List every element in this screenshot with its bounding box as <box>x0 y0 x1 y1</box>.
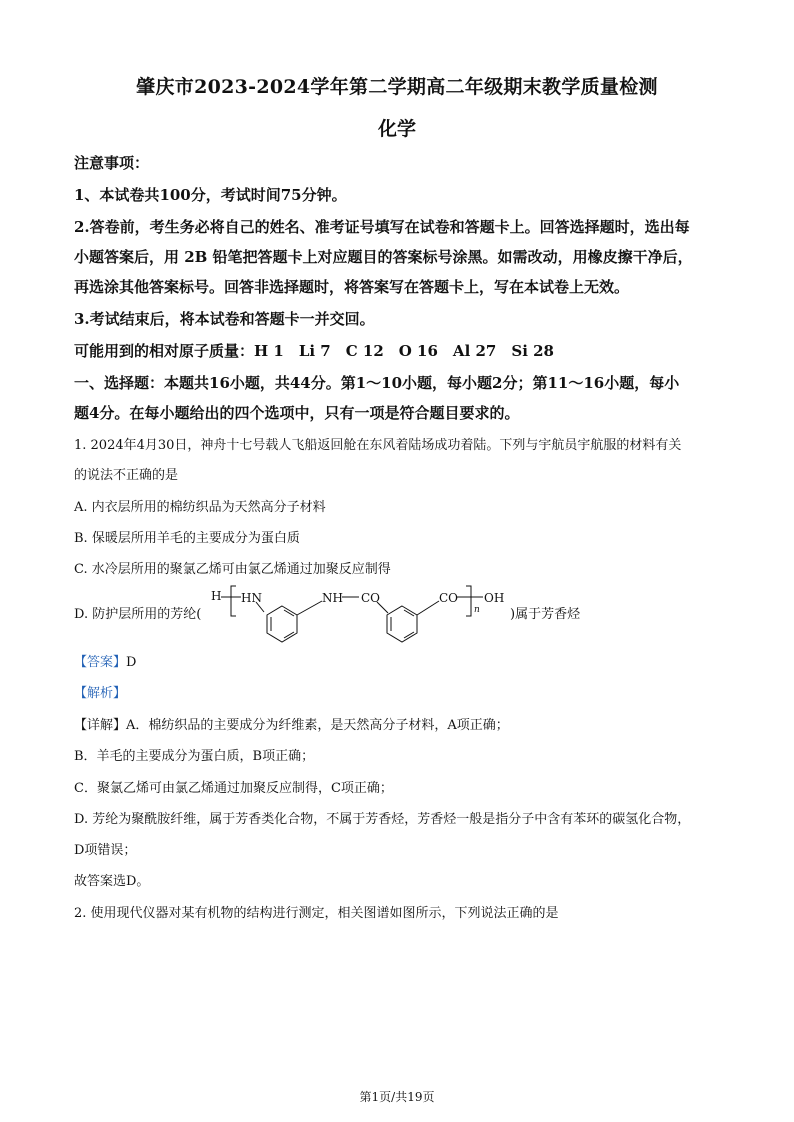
exam-title: 肇庆市2023-2024学年第二学期高二年级期末教学质量检测 <box>136 76 658 98</box>
notice-item-3: 3.考试结束后，将本试卷和答题卡一并交回。 <box>74 310 375 328</box>
q1-detail-line-6: 故答案选D。 <box>74 874 150 889</box>
struct-n-subscript: n <box>474 605 480 615</box>
answer-value: D <box>126 655 137 670</box>
q1-detail-line-1: 【详解】A．棉纺织品的主要成分为纤维素，是天然高分子材料，A项正确； <box>74 718 509 733</box>
ring1-double-2 <box>284 632 294 638</box>
ring1-double-3 <box>284 610 294 616</box>
bond-co-ring2 <box>377 602 388 613</box>
struct-hn-label: HN <box>241 591 262 605</box>
q1-detail-line-2: B．羊毛的主要成分为蛋白质，B项正确； <box>74 749 315 764</box>
ring2-double-2 <box>404 632 414 638</box>
q1-answer <box>74 651 724 670</box>
struct-oh-label: OH <box>484 591 505 605</box>
left-bracket <box>231 586 236 616</box>
q1-option-d-suffix: )属于芳香烃 <box>510 607 581 622</box>
benzene-ring-1 <box>267 606 297 642</box>
section-1-heading-line-1: 一、选择题：本题共16小题，共44分。第1～10小题，每小题2分；第11～16小题，每小 <box>74 374 680 392</box>
notice-item-2-line-2: 小题答案后，用 2B 铅笔把答题卡上对应题目的答案标号涂黑。如需改动，用橡皮擦干净后， <box>74 248 693 266</box>
struct-nh-label: NH <box>322 591 343 605</box>
bond-hn-ring1 <box>256 602 264 612</box>
q1-option-d-prefix: D. 防护层所用的芳纶( <box>74 607 202 622</box>
q1-option-a: A. 内衣层所用的棉纺织品为天然高分子材料 <box>74 500 326 515</box>
q2-stem: 2. 使用现代仪器对某有机物的结构进行测定，相关图谱如图所示，下列说法正确的是 <box>74 906 559 921</box>
notice-item-2-line-1: 2.答卷前，考生务必将自己的姓名、准考证号填写在试卷和答题卡上。回答选择题时，选出每 <box>74 218 690 236</box>
benzene-ring-2 <box>387 606 417 642</box>
q1-detail-line-5: D项错误； <box>74 843 137 858</box>
answer-label: 【答案】 <box>74 655 127 670</box>
ring2-double-3 <box>404 610 414 616</box>
q1-option-c: C. 水冷层所用的聚氯乙烯可由氯乙烯通过加聚反应制得 <box>74 562 391 577</box>
section-1-heading-line-2: 题4分。在每小题给出的四个选项中，只有一项是符合题目要求的。 <box>74 404 520 422</box>
struct-co2-label: CO <box>439 591 459 605</box>
notice-item-1: 1、本试卷共100分，考试时间75分钟。 <box>74 186 347 204</box>
q1-detail-line-4: D. 芳纶为聚酰胺纤维，属于芳香类化合物，不属于芳香烃，芳香烃一般是指分子中含有苯环的碳氢化合物， <box>74 812 691 827</box>
struct-co1-label: CO <box>361 591 381 605</box>
bond-ring2-co <box>417 601 439 615</box>
atomic-masses: 可能用到的相对原子质量：H 1 Li 7 C 12 O 16 Al 27 Si 28 <box>74 342 554 360</box>
q1-stem-line-2: 的说法不正确的是 <box>74 468 179 483</box>
struct-h-label: H <box>211 589 222 603</box>
right-bracket <box>466 586 471 616</box>
exam-subject: 化学 <box>377 118 416 140</box>
analysis-label: 【解析】 <box>74 686 127 701</box>
notice-item-2-line-3: 再选涂其他答案标号。回答非选择题时，将答案写在答题卡上，写在本试卷上无效。 <box>74 278 630 296</box>
notice-heading: 注意事项： <box>74 154 150 172</box>
page-number-footer: 第1页/共19页 <box>359 1090 435 1104</box>
bond-ring1-nh <box>297 601 322 615</box>
q1-option-b: B. 保暖层所用羊毛的主要成分为蛋白质 <box>74 531 300 546</box>
q1-stem-line-1: 1. 2024年4月30日，神舟十七号载人飞船返回舱在东风着陆场成功着陆。下列与宇航员宇航服的材料有关 <box>74 438 682 453</box>
q1-detail-line-3: C．聚氯乙烯可由氯乙烯通过加聚反应制得，C项正确； <box>74 781 393 796</box>
